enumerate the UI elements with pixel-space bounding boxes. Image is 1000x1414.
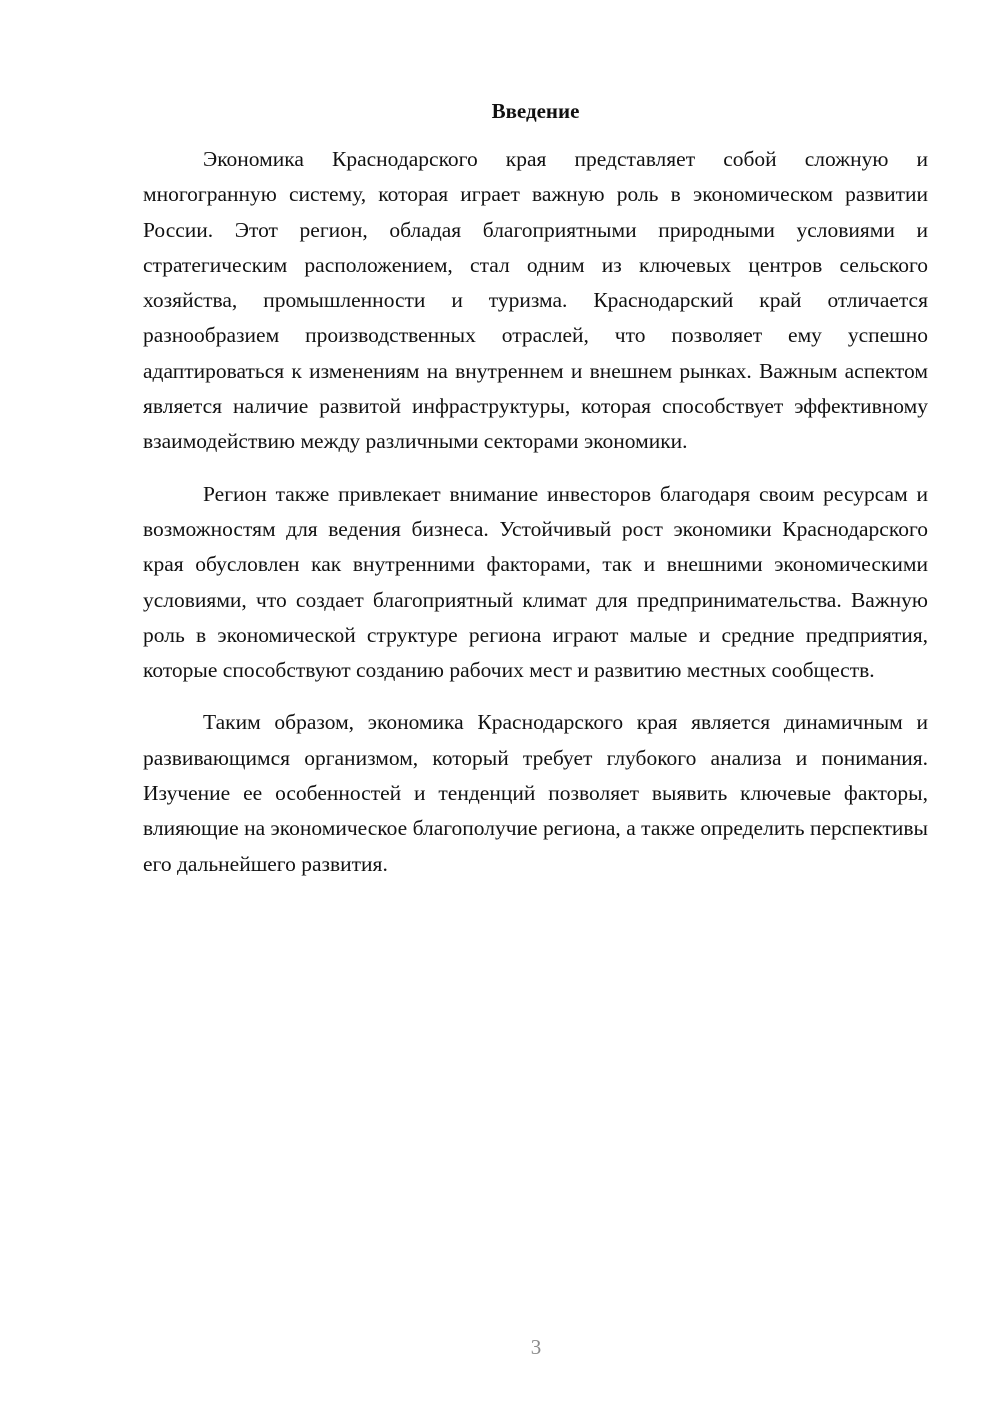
- paragraph-2: Регион также привлекает внимание инвесторов благодаря своим ресурсам и возможностям для ведения бизнеса. Устойчивый рост экономики Краснодарского края обусловлен как внутренними факторами, так и внешними экономическими условиями, что создает благоприятный климат для предпринимательства. Важную роль в экономической структуре региона играют малые и средние предприятия, которые способствуют созданию рабочих мест и развитию местных сообществ.: [143, 481, 928, 683]
- page-number: 3: [530, 1335, 542, 1359]
- paragraph-1: Экономика Краснодарского края представляет собой сложную и многогранную систему, которая играет важную роль в экономическом развитии России. Этот регион, обладая благоприятными природными условиями и стратегическим расположением, стал одним из ключевых центров сельского хозяйства, промышленности и туризма. Краснодарский край отличается разнообразием производственных отраслей, что позволяет ему успешно адаптироваться к изменениям на внутреннем и внешнем рынках. Важным аспектом является наличие развитой инфраструктуры, которая способствует эффективному взаимодействию между различными секторами экономики.: [143, 147, 928, 454]
- paragraph-3: Таким образом, экономика Краснодарского края является динамичным и развивающимся организмом, который требует глубокого анализа и понимания. Изучение ее особенностей и тенденций позволяет выявить ключевые факторы, влияющие на экономическое благополучие региона, а также определить перспективы его дальнейшего развития.: [143, 710, 928, 876]
- body-text: [143, 142, 928, 899]
- section-title: Введение: [491, 99, 580, 123]
